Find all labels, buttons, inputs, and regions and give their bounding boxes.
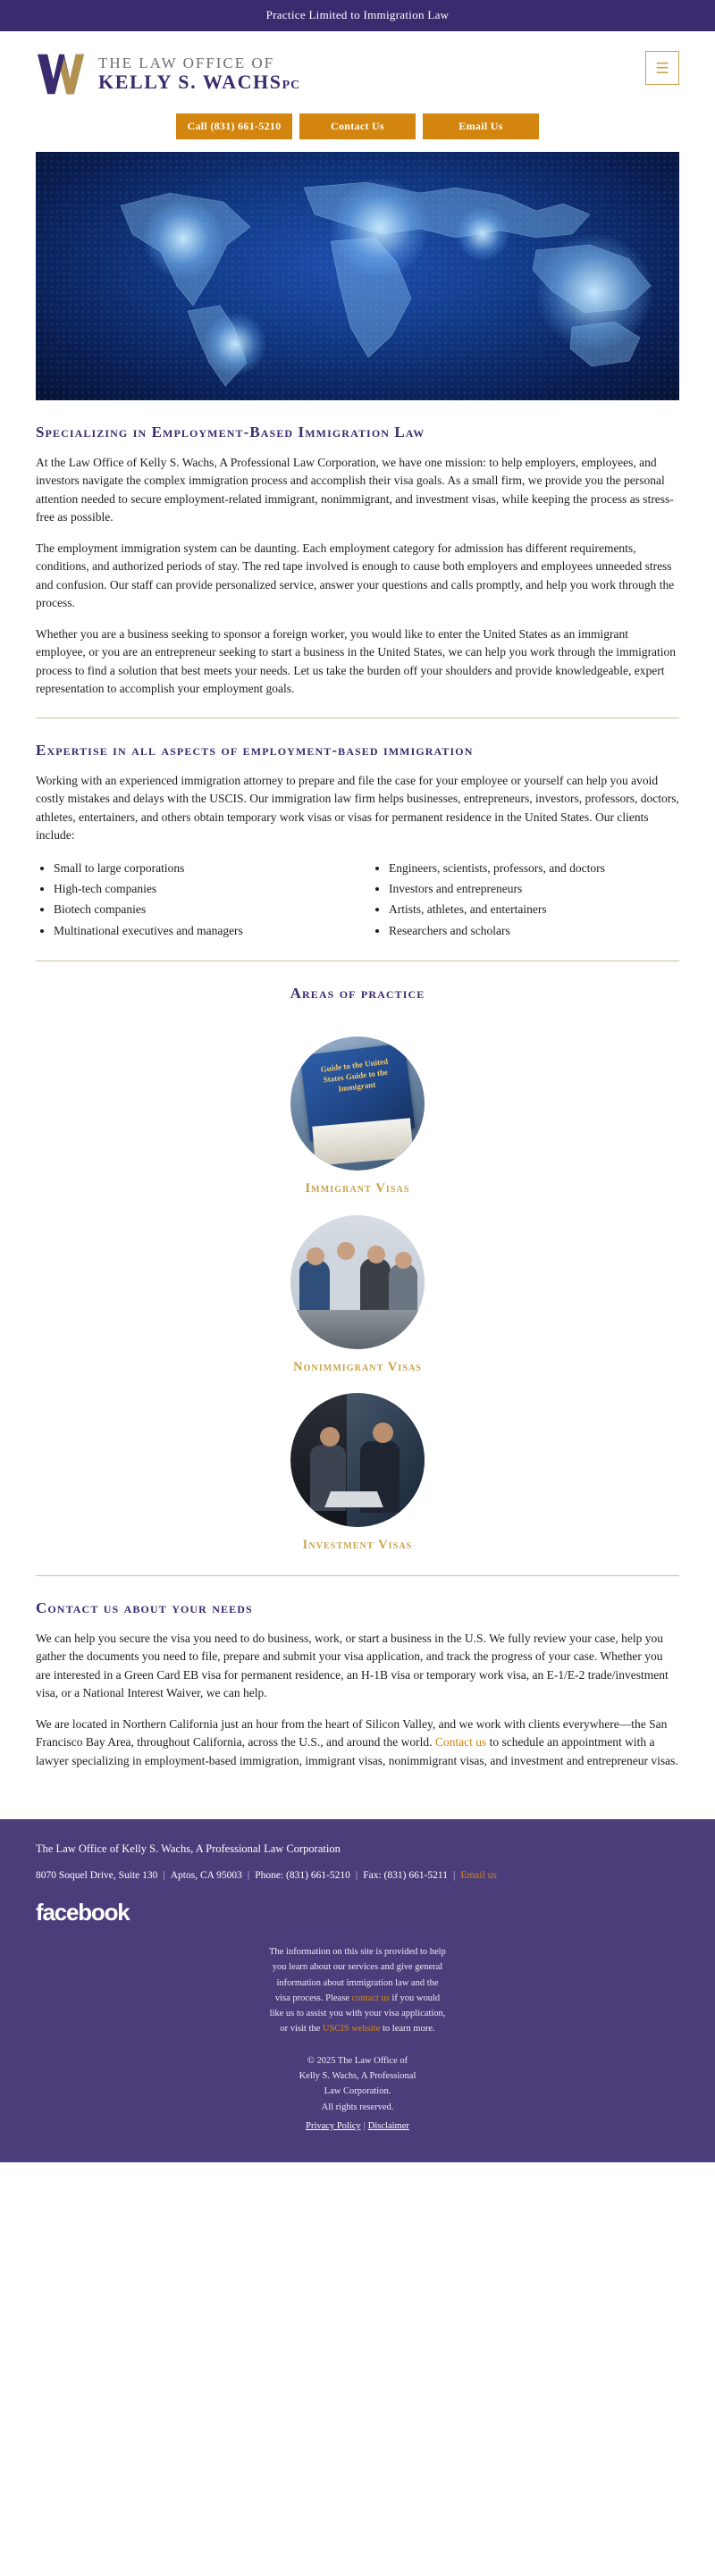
disclaimer-part-2: if you would like us to assist you with your visa application, or visit the xyxy=(269,1993,446,2035)
list-item: • Engineers, scientists, professors, and doctors xyxy=(389,858,679,878)
hero-glow-node xyxy=(331,179,429,277)
footer-email-link[interactable]: Email us xyxy=(460,1869,497,1881)
immigrant-visas-photo xyxy=(290,1036,425,1171)
brand-logo[interactable] xyxy=(36,51,300,97)
copyright-line-3: Law Corporation. xyxy=(324,2086,391,2097)
site-footer xyxy=(0,1819,715,2143)
hero-glow-node xyxy=(143,198,223,279)
separator: | xyxy=(453,1869,456,1881)
hero-glow-node xyxy=(204,313,266,375)
footer-disclaimer-text xyxy=(268,1944,447,2037)
facebook-link[interactable]: facebook xyxy=(36,1898,130,1926)
practice-area-investment-visas[interactable] xyxy=(36,1393,679,1556)
contact-paragraph-2 xyxy=(36,1716,679,1770)
practice-areas-list xyxy=(36,1015,679,1556)
contact-paragraph-2-before: We are located in Northern California just an hour from the heart of Silicon Valley, and we work with clients everywhere—the San Francisco Bay Area, throughout California, across the U.S., and around the world. xyxy=(36,1717,668,1749)
specializing-paragraph-3: Whether you are a business seeking to sponsor a foreign worker, you would like to enter the United States as an immigrant employee, or you are an entrepreneur seeking to start a business in the United States, we can help you work through the immigration process to find a solution that best meets your needs. Let us take the burden off your shoulders and provide knowledgeable, expert representation to accomplish your employment goals. xyxy=(36,627,677,695)
copyright-line-2: Kelly S. Wachs, A Professional xyxy=(299,2071,416,2082)
person-head xyxy=(307,1247,324,1265)
practice-notice-text: Practice Limited to Immigration Law xyxy=(265,8,450,21)
brand-line-1: THE LAW OFFICE OF xyxy=(98,55,275,72)
contact-paragraph-1: We can help you secure the visa you need to do business, work, or start a business in the U.S. We fully review your case, help you gather the documents you need to file, prepare and submit your visa application, and track the progress of your case. Whether you are interested in a Green Card EB visa for permanent residence, an H-1B visa or temporary work visa, an E-1/E-2 trade/investment visa, or a National Interest Waiver, we can help. xyxy=(36,1632,669,1699)
disclaimer-part-3: to learn more. xyxy=(380,2024,435,2035)
copyright-line-4: All rights reserved. xyxy=(321,2102,394,2112)
section-divider xyxy=(36,1575,679,1576)
table-surface xyxy=(290,1310,425,1349)
w-monogram-icon xyxy=(36,51,86,97)
list-item: • Small to large corporations xyxy=(54,858,344,878)
client-list-right xyxy=(371,858,679,941)
call-button[interactable]: Call (831) 661-5210 xyxy=(176,113,292,139)
contact-heading: Contact us about your needs xyxy=(36,1599,253,1617)
practice-area-label: Investment Visas xyxy=(302,1538,413,1553)
list-item: • Artists, athletes, and entertainers xyxy=(389,899,679,919)
contact-paragraph-2-after: to schedule an appointment with a lawyer specializing in employment-based immigration, immigrant visas, nonimmigrant visas, and investment and entrepreneur visas. xyxy=(36,1735,678,1767)
footer-bottom-strip xyxy=(0,2143,715,2162)
section-divider xyxy=(36,717,679,718)
separator: | xyxy=(247,1869,250,1881)
separator: | xyxy=(363,2121,366,2131)
privacy-policy-link[interactable]: Privacy Policy xyxy=(306,2121,361,2131)
specializing-paragraph-2: The employment immigration system can be daunting. Each employment category for admission has different requirements, conditions, and authorized periods of stay. The red tape involved is enough to cause both employers and employees unneeded stress and confusion. Our staff can provide personalized service, answer your questions and calls promptly, and help you work through the process. xyxy=(36,541,675,609)
investment-visas-photo xyxy=(290,1393,425,1527)
hero-glow-node xyxy=(536,234,652,350)
footer-copyright xyxy=(250,2053,465,2135)
uscis-website-link[interactable]: USCIS website xyxy=(322,2024,381,2035)
brand-suffix: PC xyxy=(282,79,301,93)
footer-fax: Fax: (831) 661-5211 xyxy=(363,1869,448,1881)
footer-phone: Phone: (831) 661-5210 xyxy=(255,1869,350,1881)
footer-address: 8070 Soquel Drive, Suite 130 xyxy=(36,1869,158,1881)
client-list-left xyxy=(36,858,344,941)
footer-legal-links xyxy=(250,2119,465,2134)
list-item: • Investors and entrepreneurs xyxy=(389,878,679,899)
list-item: • Researchers and scholars xyxy=(389,920,679,941)
footer-city: Aptos, CA 95003 xyxy=(170,1869,242,1881)
specializing-heading: Specializing in Employment-Based Immigration Law xyxy=(36,424,425,441)
person-head xyxy=(367,1246,385,1263)
disclaimer-link[interactable]: Disclaimer xyxy=(367,2121,409,2131)
expertise-paragraph: Working with an experienced immigration attorney to prepare and file the case for your employee or yourself can help you avoid costly mistakes and delays with the USCIS. Our immigration law firm helps businesses, entrepreneurs, investors, professors, doctors, athletes, entertainers, and others obtain temporary work visas or visas for permanent residence in the United States. Our clients include: xyxy=(36,774,679,842)
practice-area-immigrant-visas[interactable] xyxy=(36,1036,679,1199)
list-item: • High-tech companies xyxy=(54,878,344,899)
client-types-columns xyxy=(36,858,679,941)
brand-wordmark xyxy=(98,55,300,94)
hero-glow-node xyxy=(456,207,509,261)
book-cover-text: Guide to the United States Guide to the Immigrant xyxy=(320,1056,389,1094)
separator: | xyxy=(355,1869,358,1881)
practice-area-label: Nonimmigrant Visas xyxy=(292,1359,423,1374)
contact-us-button[interactable]: Contact Us xyxy=(299,113,416,139)
disclaimer-contact-link[interactable]: contact us xyxy=(351,1993,390,2003)
footer-contact-line xyxy=(36,1870,679,1881)
hamburger-menu-icon[interactable]: ☰ xyxy=(645,51,679,85)
content-bottom-spacer xyxy=(0,1783,715,1819)
contact-us-link[interactable]: Contact us xyxy=(434,1735,487,1749)
practice-area-label: Immigrant Visas xyxy=(305,1180,410,1196)
person-head xyxy=(395,1252,412,1269)
copyright-line-1: © 2025 The Law Office of xyxy=(307,2055,408,2066)
brand-name: KELLY S. WACHS xyxy=(98,71,282,94)
site-header xyxy=(0,31,715,106)
disclaimer-part-1: The information on this site is provided to help you learn about our services and give general information about immigration law and the visa process. Please xyxy=(269,1946,446,2003)
list-item: • Multinational executives and managers xyxy=(54,920,344,941)
list-item: • Biotech companies xyxy=(54,899,344,919)
practice-area-nonimmigrant-visas[interactable] xyxy=(36,1215,679,1378)
cta-button-row xyxy=(0,106,715,152)
expertise-heading: Expertise in all aspects of employment-based immigration xyxy=(36,742,474,759)
separator: | xyxy=(163,1869,165,1881)
hero-world-map-image xyxy=(36,152,679,400)
nonimmigrant-visas-photo xyxy=(290,1215,425,1349)
practice-notice-bar xyxy=(0,0,715,31)
footer-firm-name: The Law Office of Kelly S. Wachs, A Professional Law Corporation xyxy=(36,1842,341,1855)
person-head xyxy=(337,1242,355,1260)
brand-line-2 xyxy=(98,71,300,94)
practice-areas-heading: Areas of practice xyxy=(290,984,425,1002)
person-head xyxy=(320,1427,340,1447)
book-pages xyxy=(312,1118,413,1165)
specializing-paragraph-1: At the Law Office of Kelly S. Wachs, A Professional Law Corporation, we have one mission: to help employers, employees, and investors navigate the complex immigration process and accomplish their visa goals. As a small firm, we provide you the personal attention needed to secure employment-related immigrant, nonimmigrant, and investment visas, while keeping the process as stress-free as possible. xyxy=(36,456,674,524)
email-us-button[interactable]: Email Us xyxy=(423,113,539,139)
main-content xyxy=(0,424,715,1770)
